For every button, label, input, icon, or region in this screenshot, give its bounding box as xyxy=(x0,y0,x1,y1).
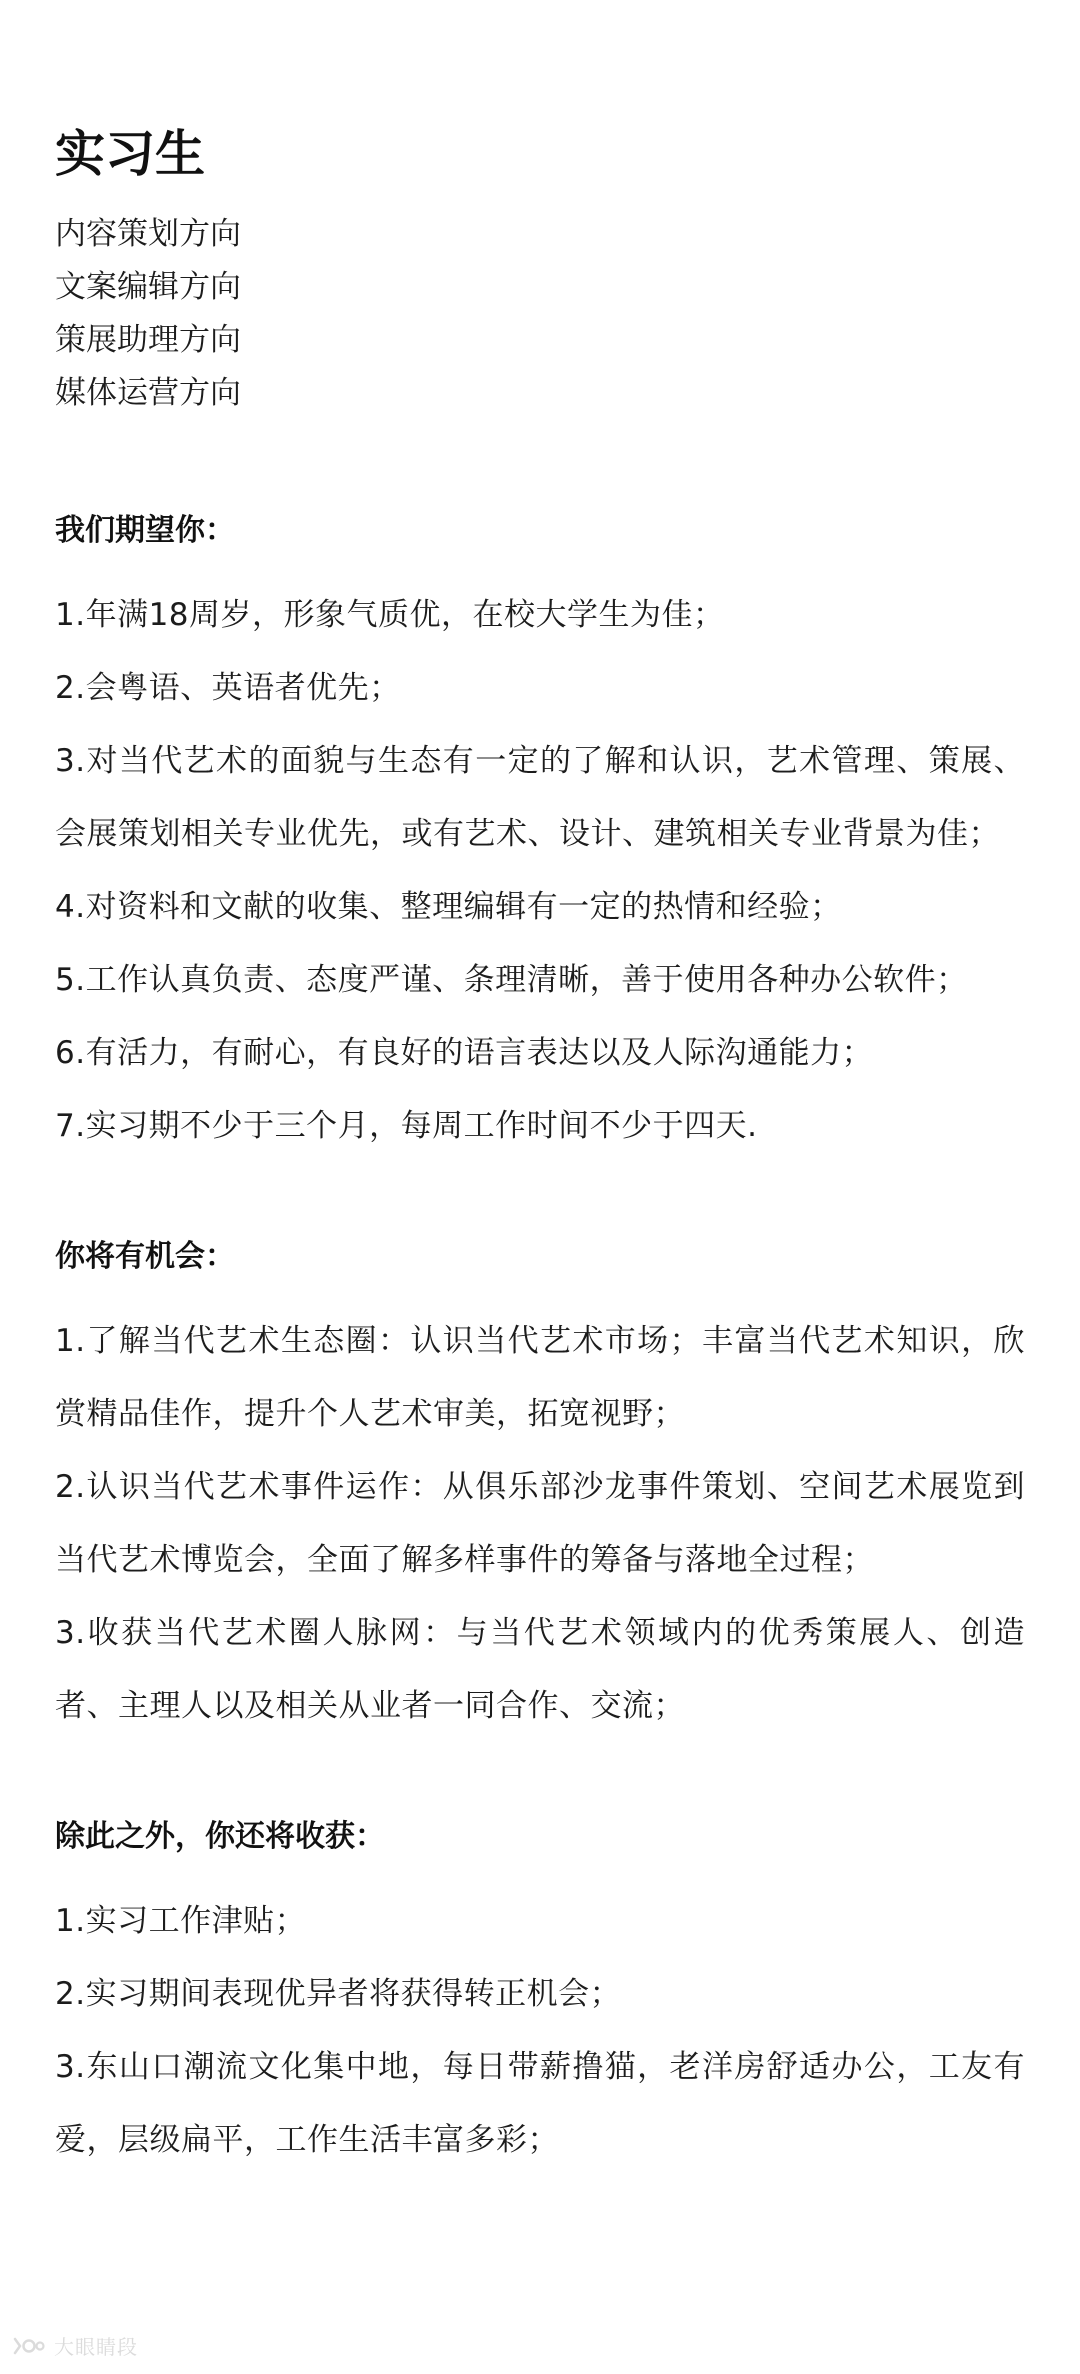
list-item: 2.会粤语、英语者优先； xyxy=(55,670,401,706)
list-item: 1.了解当代艺术生态圈：认识当代艺术市场；丰富当代艺术知识，欣赏精品佳作，提升个人艺术审美，拓宽视野； xyxy=(55,1323,1025,1432)
page-title: 实习生 xyxy=(55,125,205,183)
section-heading: 你将有机会： xyxy=(55,1239,235,1274)
list-item: 3.东山口潮流文化集中地，每日带薪撸猫，老洋房舒适办公，工友有爱，层级扁平，工作生活丰富多彩； xyxy=(55,2049,1025,2158)
benefit-list xyxy=(55,1885,1025,2177)
list-item: 2.实习期间表现优异者将获得转正机会； xyxy=(55,1976,622,2012)
direction-item: 媒体运营方向 xyxy=(55,375,241,411)
direction-list xyxy=(55,208,1025,420)
list-item: 6.有活力，有耐心，有良好的语言表达以及人际沟通能力； xyxy=(55,1035,874,1071)
requirement-list xyxy=(55,579,1025,1163)
direction-item: 内容策划方向 xyxy=(55,216,241,252)
list-item: 5.工作认真负责、态度严谨、条理清晰，善于使用各种办公软件； xyxy=(55,962,968,998)
watermark-text: 大眼睛段 xyxy=(54,2335,138,2359)
list-item: 7.实习期不少于三个月，每周工作时间不少于四天. xyxy=(55,1108,758,1144)
section-heading: 除此之外，你还将收获： xyxy=(55,1819,385,1854)
list-item: 3.对当代艺术的面貌与生态有一定的了解和认识，艺术管理、策展、会展策划相关专业优先，或有艺术、设计、建筑相关专业背景为佳； xyxy=(55,743,1025,852)
list-item: 1.年满18周岁，形象气质优，在校大学生为佳； xyxy=(55,597,725,633)
section-benefits xyxy=(55,1812,1025,2177)
document-body xyxy=(55,118,1025,2177)
section-expectations xyxy=(55,506,1025,1163)
watermark-logo-icon xyxy=(12,2335,46,2357)
list-item: 3.收获当代艺术圈人脉网：与当代艺术领域内的优秀策展人、创造者、主理人以及相关从业者一同合作、交流； xyxy=(55,1615,1025,1724)
list-item: 2.认识当代艺术事件运作：从俱乐部沙龙事件策划、空间艺术展览到当代艺术博览会，全面了解多样事件的筹备与落地全过程； xyxy=(55,1469,1025,1578)
direction-item: 文案编辑方向 xyxy=(55,269,241,305)
list-item: 1.实习工作津贴； xyxy=(55,1903,307,1939)
direction-item: 策展助理方向 xyxy=(55,322,241,358)
section-heading: 我们期望你： xyxy=(55,513,235,548)
opportunity-list xyxy=(55,1305,1025,1743)
section-opportunities xyxy=(55,1232,1025,1743)
list-item: 4.对资料和文献的收集、整理编辑有一定的热情和经验； xyxy=(55,889,842,925)
watermark xyxy=(12,2331,138,2360)
